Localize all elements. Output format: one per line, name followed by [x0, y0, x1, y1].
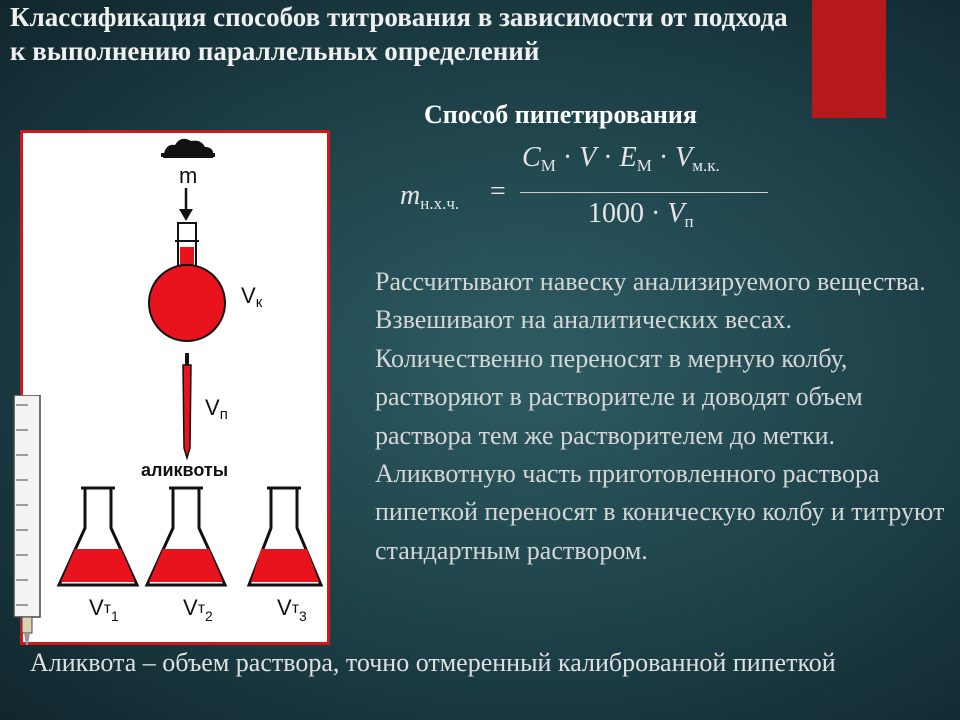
- aliquots-label: аликвоты: [141, 460, 229, 480]
- scale-pan-icon: [161, 153, 215, 157]
- fraction-line: [520, 192, 768, 193]
- formula-lhs-symbol: m: [400, 180, 421, 211]
- pipette-icon: [183, 353, 191, 458]
- formula-v2-sub: м.к.: [692, 156, 720, 175]
- method-title: Способ пипетирования: [424, 100, 697, 129]
- pipette-label-sub: п: [219, 406, 228, 423]
- slide-title: [10, 0, 940, 68]
- pipette-volume-label: [205, 395, 228, 423]
- diagram-svg: [23, 133, 327, 642]
- flask-volume-label: [241, 283, 263, 311]
- flask-3-label: $Vт_3$: [277, 595, 307, 624]
- diagram-panel: [20, 130, 330, 645]
- conical-flask-1-icon: [59, 488, 137, 585]
- title-line-1: Классификация способов титрования в зависимости от подхода: [10, 2, 788, 32]
- formula-dot-1: ·: [555, 142, 580, 173]
- formula-c-sub: М: [540, 156, 556, 175]
- pipette-label-v: V: [205, 395, 220, 420]
- footer-definition: Аликвота – объем раствора, точно отмеренный калиброванной пипеткой: [30, 648, 836, 677]
- formula-c: C: [522, 142, 541, 173]
- formula-dot-2: ·: [596, 142, 620, 173]
- burette-icon: [0, 395, 46, 645]
- arrow-down-icon: [179, 209, 193, 221]
- conical-flask-3-icon: [249, 488, 321, 585]
- title-line-2: к выполнению параллельных определений: [10, 36, 540, 66]
- formula-e-sub: М: [636, 156, 652, 175]
- formula-lhs-subscript: н.х.ч.: [420, 194, 460, 213]
- flask-label-sub: к: [255, 294, 263, 311]
- formula-v2: V: [675, 142, 693, 173]
- formula-den-v-sub: п: [684, 212, 694, 231]
- formula-equals: =: [490, 176, 506, 207]
- flask-1-label: $Vт_1$: [89, 595, 119, 624]
- volumetric-flask-icon: [149, 223, 225, 341]
- formula-denominator: [588, 198, 694, 232]
- flask-2-label: $Vт_2$: [183, 595, 213, 624]
- flask-label-v: V: [241, 283, 256, 308]
- formula-numerator: [522, 142, 720, 176]
- formula-lhs: [400, 180, 459, 214]
- formula-den-v: V: [667, 198, 685, 229]
- formula-dot-3: ·: [651, 142, 676, 173]
- formula-v: V: [579, 142, 597, 173]
- formula: [400, 140, 780, 250]
- flask-bulb-liquid: [149, 265, 225, 341]
- body-text: Рассчитывают навеску анализируемого вещества. Взвешивают на аналитических весах. Количественно переносят в мерную колбу, растворяют в растворителе и доводят объем раствора тем же растворителем до метки. Аликвотную часть приготовленного раствора пипеткой переносят в коническую колбу и титруют стандартным раствором.: [375, 267, 945, 565]
- weight-label: m: [179, 163, 198, 188]
- conical-flask-2-icon: [147, 488, 225, 585]
- formula-den-number: 1000 ·: [588, 198, 668, 229]
- formula-e: E: [619, 142, 637, 173]
